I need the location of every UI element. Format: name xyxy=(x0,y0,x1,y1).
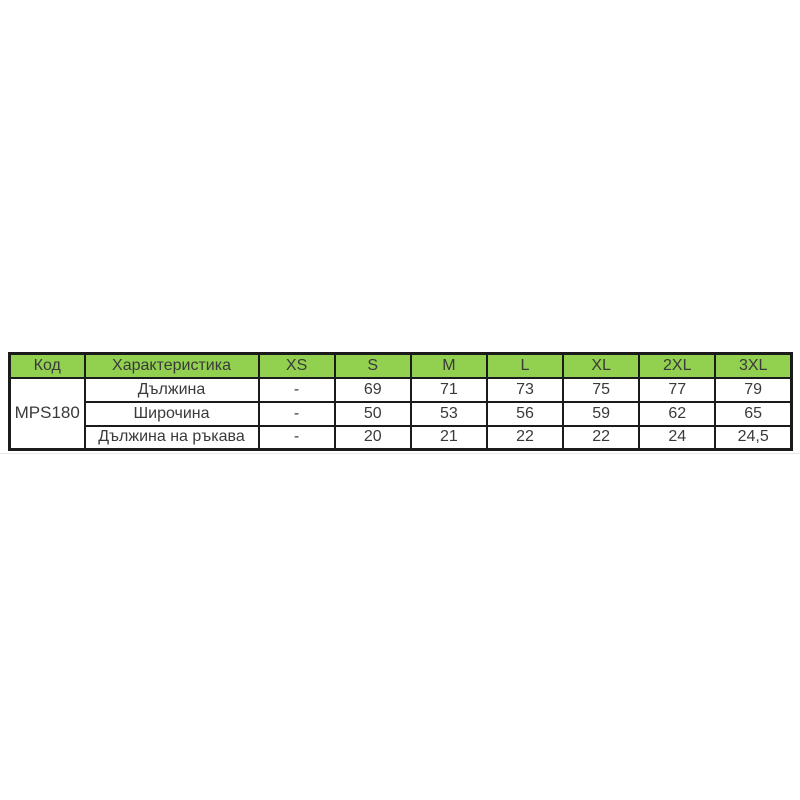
header-cell-2xl: 2XL xyxy=(639,354,715,378)
header-cell-s: S xyxy=(335,354,411,378)
value-cell: 22 xyxy=(487,426,563,450)
value-cell: 77 xyxy=(639,378,715,402)
value-cell: 75 xyxy=(563,378,639,402)
value-cell: 53 xyxy=(411,402,487,426)
value-cell: 79 xyxy=(715,378,791,402)
table-row-width xyxy=(10,402,792,426)
value-cell: 24,5 xyxy=(715,426,791,450)
scan-shadow-line xyxy=(0,453,800,454)
table-row-sleeve-length xyxy=(10,426,792,450)
value-cell: 56 xyxy=(487,402,563,426)
header-cell-m: M xyxy=(411,354,487,378)
value-cell: 62 xyxy=(639,402,715,426)
value-cell: 73 xyxy=(487,378,563,402)
value-cell: - xyxy=(259,378,335,402)
value-cell: 21 xyxy=(411,426,487,450)
table-row-length xyxy=(10,378,792,402)
header-cell-xs: XS xyxy=(259,354,335,378)
product-code-cell: MPS180 xyxy=(10,378,85,450)
value-cell: 22 xyxy=(563,426,639,450)
value-cell: 69 xyxy=(335,378,411,402)
row-label-cell: Дължина на ръкава xyxy=(85,426,259,450)
row-label-cell: Широчина xyxy=(85,402,259,426)
value-cell: 59 xyxy=(563,402,639,426)
value-cell: 65 xyxy=(715,402,791,426)
header-cell-code: Код xyxy=(10,354,85,378)
value-cell: 24 xyxy=(639,426,715,450)
value-cell: 20 xyxy=(335,426,411,450)
value-cell: - xyxy=(259,426,335,450)
row-label-cell: Дължина xyxy=(85,378,259,402)
value-cell: 50 xyxy=(335,402,411,426)
header-cell-xl: XL xyxy=(563,354,639,378)
size-chart-table xyxy=(8,352,793,451)
header-cell-l: L xyxy=(487,354,563,378)
value-cell: 71 xyxy=(411,378,487,402)
value-cell: - xyxy=(259,402,335,426)
header-cell-3xl: 3XL xyxy=(715,354,791,378)
header-row xyxy=(10,354,792,378)
header-cell-characteristic: Характеристика xyxy=(85,354,259,378)
